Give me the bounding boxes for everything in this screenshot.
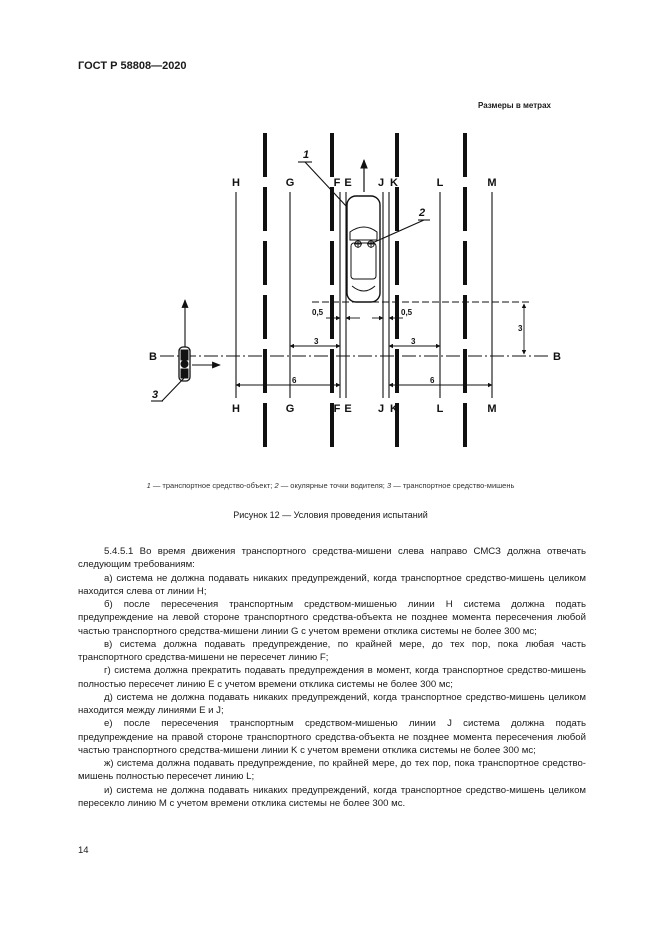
dim-3-left-label: 3 — [314, 337, 319, 346]
paragraph-zh: ж) система должна подавать предупреждение, по крайней мере, до тех пор, пока транспортное средство-мишень полностью пересечет линию L; — [78, 758, 586, 783]
label-g-top: G — [285, 177, 295, 189]
callout-3: 3 — [152, 389, 159, 401]
label-e-bottom: E — [344, 403, 352, 415]
paragraph-d: д) система не должна подавать никаких предупреждений, когда транспортное средство-мишень целиком находится между линиями E и J; — [78, 691, 586, 716]
dim-3-right-label: 3 — [411, 337, 416, 346]
label-m-top: M — [487, 177, 497, 189]
label-f-top: F — [333, 177, 341, 189]
label-k-top: K — [390, 177, 398, 189]
legend-text-1: — транспортное средство-объект; — [150, 481, 275, 490]
document-header: ГОСТ Р 58808—2020 — [78, 60, 187, 72]
label-g-bottom: G — [285, 403, 295, 415]
dim-05-left-label: 0,5 — [312, 308, 324, 317]
paragraph-g: г) система должна прекратить подавать предупреждения в момент, когда транспортное средство-мишень полностью пересечет линию E с учетом времени отклика системы не более 300 мс; — [78, 665, 586, 690]
paragraph-e: е) после пересечения транспортным средством-мишенью линии J система должна подать предупреждение на правой стороне транспортного средства-объекта не позднее момента пересечения любой частью транспортного средства-мишени линии K с учетом времени отклика системы не более 300 мс; — [78, 718, 586, 756]
paragraph-5451: 5.4.5.1 Во время движения транспортного средства-мишени слева направо СМСЗ должна отвечать следующим требованиям: — [78, 546, 586, 571]
legend-num-3: 3 — [386, 481, 392, 490]
dim-6-right-label: 6 — [430, 376, 435, 385]
paragraph-v: в) система должна подавать предупреждение, по крайней мере, до тех пор, пока любая часть транспортного средства-мишени не пересечет линию F; — [78, 638, 586, 663]
callout-3-leader — [162, 376, 186, 401]
label-l-top: L — [436, 177, 444, 189]
page-number: 14 — [78, 845, 89, 856]
subject-vehicle — [347, 160, 380, 302]
figure-caption: Рисунок 12 — Условия проведения испытаний — [233, 510, 428, 520]
label-h-top: H — [232, 177, 240, 189]
body-text — [78, 545, 586, 810]
label-b-left: B — [149, 351, 157, 363]
callout-2: 2 — [419, 207, 426, 219]
paragraph-a: а) система не должна подавать никаких предупреждений, когда транспортное средство-мишень целиком находится слева от линии H; — [78, 572, 586, 597]
label-j-bottom: J — [377, 403, 385, 415]
label-k-bottom: K — [390, 403, 398, 415]
label-f-bottom: F — [333, 403, 341, 415]
target-vehicle — [179, 300, 220, 381]
dim-05-right-label: 0,5 — [401, 308, 413, 317]
dim-vertical-3-label: 3 — [518, 324, 523, 333]
label-l-bottom: L — [436, 403, 444, 415]
callout-1: 1 — [303, 149, 310, 161]
legend-num-2: 2 — [274, 481, 279, 490]
label-h-bottom: H — [232, 403, 240, 415]
paragraph-b: б) после пересечения транспортным средством-мишенью линии H система должна подать предупреждение на левой стороне транспортного средства-объекта не позднее момента пересечения любой частью транспортного средства-мишени линии G с учетом времени отклика системы не более 300 мс; — [78, 599, 586, 637]
legend-text-3: — транспортное средство-мишень — [391, 481, 515, 490]
label-j-top: J — [377, 177, 385, 189]
dim-6-left-label: 6 — [292, 376, 297, 385]
dimensions-note: Размеры в метрах — [478, 101, 551, 110]
callout-1-leader — [305, 162, 347, 207]
figure-legend — [0, 481, 661, 490]
label-e-top: E — [344, 177, 352, 189]
legend-num-1: 1 — [146, 481, 151, 490]
legend-text-2: — окулярные точки водителя; — [278, 481, 387, 490]
label-m-bottom: M — [487, 403, 497, 415]
label-b-right: B — [553, 351, 561, 363]
paragraph-i: и) система не должна подавать никаких предупреждений, когда транспортное средство-мишень целиком пересекло линию M с учетом времени отклика системы не более 300 мс. — [78, 784, 586, 809]
